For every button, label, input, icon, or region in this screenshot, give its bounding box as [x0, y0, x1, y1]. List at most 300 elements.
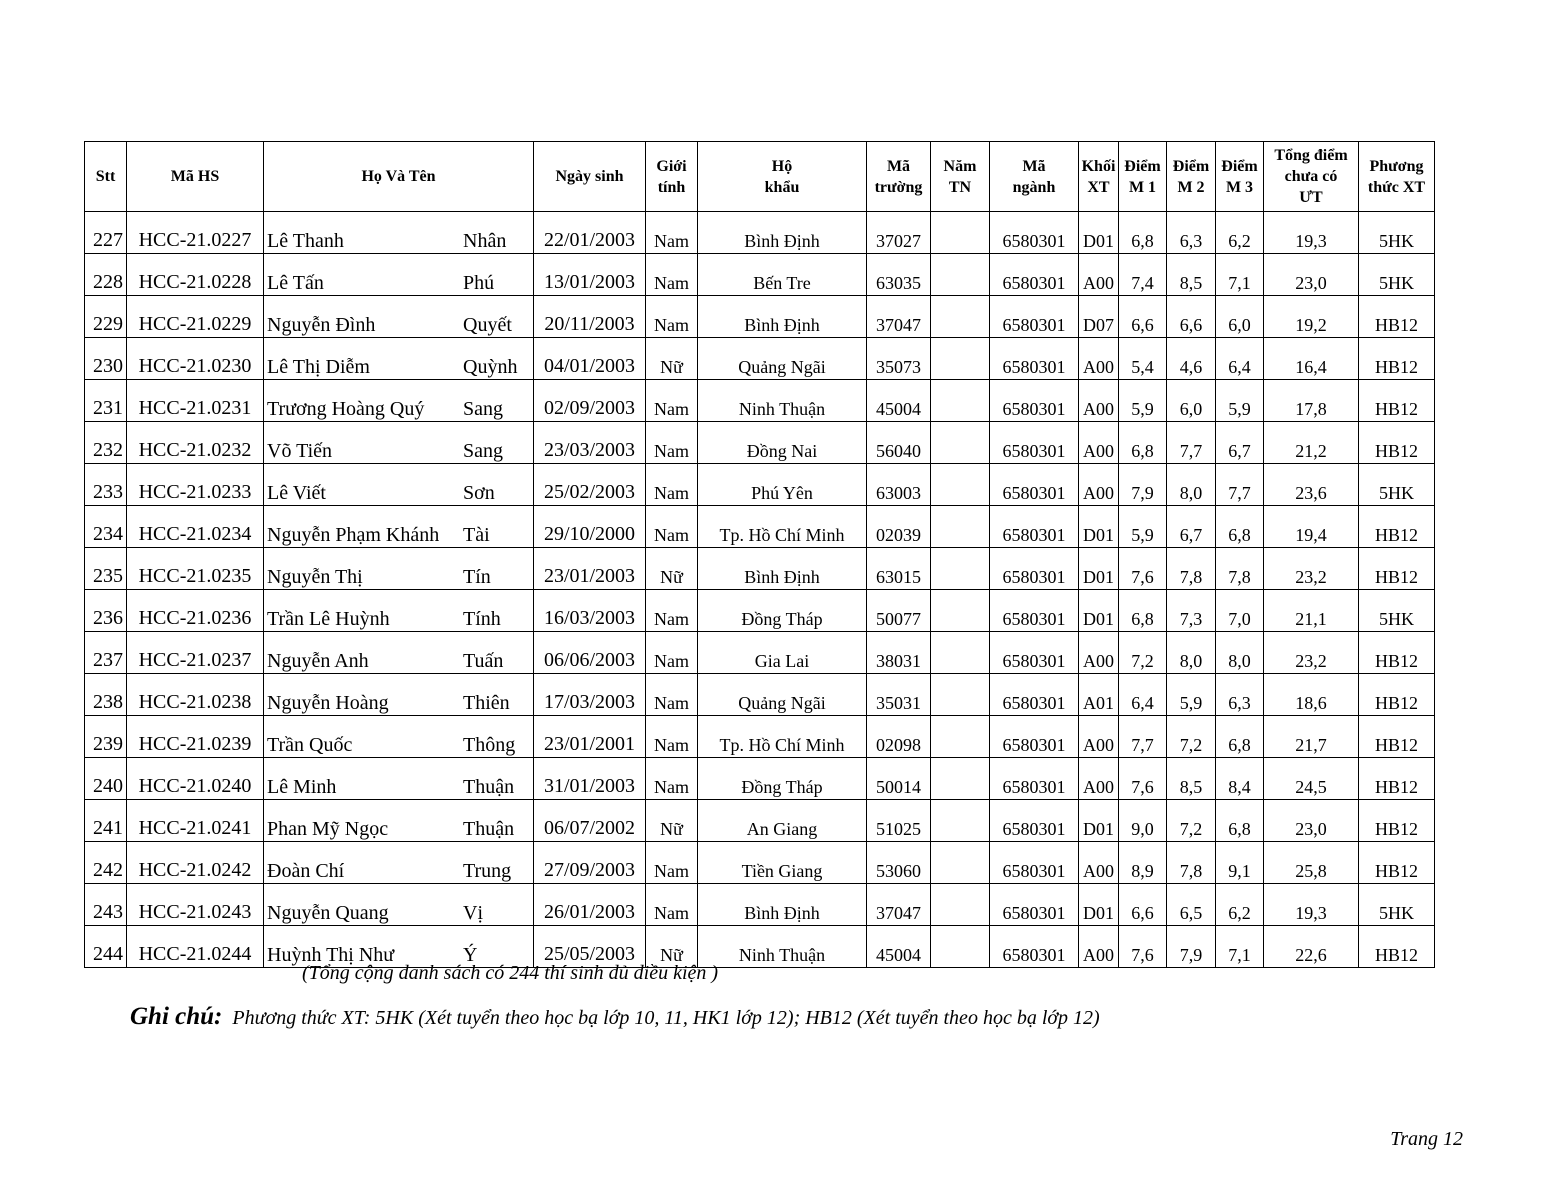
footnote-label: Ghi chú:: [130, 1003, 223, 1030]
cell-diem-m3: 6,2: [1216, 884, 1264, 926]
cell-nam-tn: [931, 338, 990, 380]
cell-nam-tn: [931, 716, 990, 758]
page-number: Trang 12: [1390, 1128, 1463, 1150]
cell-ma-hs: HCC-21.0235: [127, 548, 264, 590]
last-middle-name: Nguyễn Đình: [267, 314, 376, 336]
cell-ho-va-ten: [264, 632, 534, 674]
cell-diem-m2: 7,8: [1167, 548, 1216, 590]
cell-gioi-tinh: Nữ: [646, 548, 698, 590]
cell-tong-diem: 23,2: [1264, 548, 1359, 590]
first-name: Quyết: [463, 314, 512, 336]
cell-ma-truong: 45004: [867, 380, 931, 422]
cell-ngay-sinh: 25/05/2003: [534, 926, 646, 968]
last-middle-name: Trần Lê Huỳnh: [267, 608, 390, 630]
first-name: Thiên: [463, 692, 510, 714]
cell-diem-m3: 6,4: [1216, 338, 1264, 380]
last-middle-name: Lê Viết: [267, 482, 326, 504]
admission-list-table: [84, 141, 1435, 968]
cell-ho-khau: Quảng Ngãi: [698, 674, 867, 716]
cell-khoi-xt: A00: [1079, 422, 1119, 464]
cell-phuong-thuc: HB12: [1359, 716, 1435, 758]
cell-ma-truong: 51025: [867, 800, 931, 842]
cell-tong-diem: 23,2: [1264, 632, 1359, 674]
last-middle-name: Trần Quốc: [267, 734, 353, 756]
last-middle-name: Lê Minh: [267, 776, 337, 798]
cell-diem-m1: 5,9: [1119, 380, 1167, 422]
cell-ho-khau: Bình Định: [698, 548, 867, 590]
cell-stt: 230: [85, 338, 127, 380]
total-count-note: (Tổng cộng danh sách có 244 thí sinh đủ điều kiện ): [302, 962, 719, 984]
last-middle-name: Lê Thanh: [267, 230, 344, 252]
cell-diem-m1: 7,6: [1119, 926, 1167, 968]
cell-diem-m1: 6,4: [1119, 674, 1167, 716]
first-name: Tuấn: [463, 650, 504, 672]
cell-khoi-xt: A00: [1079, 716, 1119, 758]
first-name: Sang: [463, 398, 503, 420]
table-row: [85, 296, 1435, 338]
cell-diem-m3: 6,7: [1216, 422, 1264, 464]
cell-diem-m2: 7,9: [1167, 926, 1216, 968]
cell-ngay-sinh: 23/03/2003: [534, 422, 646, 464]
cell-khoi-xt: A00: [1079, 632, 1119, 674]
first-name: Thuận: [463, 776, 515, 798]
cell-diem-m2: 6,6: [1167, 296, 1216, 338]
cell-ho-va-ten: [264, 716, 534, 758]
cell-diem-m3: 7,7: [1216, 464, 1264, 506]
table-row: [85, 590, 1435, 632]
cell-ma-nganh: 6580301: [990, 506, 1079, 548]
cell-ma-hs: HCC-21.0229: [127, 296, 264, 338]
cell-ma-hs: HCC-21.0242: [127, 842, 264, 884]
header-ho-va-ten: Họ Và Tên: [264, 142, 534, 212]
cell-phuong-thuc: HB12: [1359, 422, 1435, 464]
cell-ngay-sinh: 06/07/2002: [534, 800, 646, 842]
cell-diem-m3: 6,3: [1216, 674, 1264, 716]
table-row: [85, 716, 1435, 758]
cell-diem-m2: 5,9: [1167, 674, 1216, 716]
header-ma-truong: Mã trường: [867, 142, 931, 212]
cell-nam-tn: [931, 884, 990, 926]
cell-khoi-xt: D01: [1079, 590, 1119, 632]
cell-nam-tn: [931, 296, 990, 338]
last-middle-name: Trương Hoàng Quý: [267, 398, 425, 420]
cell-phuong-thuc: 5HK: [1359, 254, 1435, 296]
cell-ngay-sinh: 02/09/2003: [534, 380, 646, 422]
cell-tong-diem: 22,6: [1264, 926, 1359, 968]
cell-gioi-tinh: Nữ: [646, 926, 698, 968]
cell-diem-m3: 8,4: [1216, 758, 1264, 800]
cell-ho-va-ten: [264, 548, 534, 590]
cell-ngay-sinh: 13/01/2003: [534, 254, 646, 296]
cell-diem-m3: 9,1: [1216, 842, 1264, 884]
cell-diem-m3: 6,2: [1216, 212, 1264, 254]
cell-nam-tn: [931, 842, 990, 884]
first-name: Tài: [463, 524, 490, 546]
header-phuong-thuc: Phương thức XT: [1359, 142, 1435, 212]
table-row: [85, 338, 1435, 380]
cell-nam-tn: [931, 548, 990, 590]
cell-stt: 236: [85, 590, 127, 632]
cell-diem-m2: 8,5: [1167, 254, 1216, 296]
cell-diem-m3: 6,0: [1216, 296, 1264, 338]
cell-ma-nganh: 6580301: [990, 380, 1079, 422]
cell-ho-khau: Đồng Tháp: [698, 590, 867, 632]
cell-diem-m3: 6,8: [1216, 506, 1264, 548]
cell-gioi-tinh: Nam: [646, 254, 698, 296]
cell-diem-m1: 7,6: [1119, 758, 1167, 800]
cell-ho-khau: Ninh Thuận: [698, 926, 867, 968]
cell-diem-m1: 6,8: [1119, 590, 1167, 632]
cell-ho-khau: Đồng Tháp: [698, 758, 867, 800]
header-stt: Stt: [85, 142, 127, 212]
table-header-row: [85, 142, 1435, 212]
last-middle-name: Nguyễn Anh: [267, 650, 369, 672]
cell-ma-truong: 37047: [867, 296, 931, 338]
cell-ma-nganh: 6580301: [990, 842, 1079, 884]
cell-ho-va-ten: [264, 590, 534, 632]
header-khoi-xt: Khối XT: [1079, 142, 1119, 212]
cell-ma-truong: 45004: [867, 926, 931, 968]
cell-diem-m2: 6,5: [1167, 884, 1216, 926]
cell-ma-nganh: 6580301: [990, 674, 1079, 716]
footnote: [130, 1003, 1100, 1031]
table-row: [85, 506, 1435, 548]
cell-nam-tn: [931, 590, 990, 632]
cell-ho-va-ten: [264, 506, 534, 548]
cell-ma-truong: 37027: [867, 212, 931, 254]
cell-ho-va-ten: [264, 254, 534, 296]
cell-ngay-sinh: 25/02/2003: [534, 464, 646, 506]
cell-phuong-thuc: HB12: [1359, 926, 1435, 968]
cell-tong-diem: 21,1: [1264, 590, 1359, 632]
first-name: Quỳnh: [463, 356, 518, 378]
cell-ma-truong: 63035: [867, 254, 931, 296]
cell-ho-va-ten: [264, 212, 534, 254]
cell-ho-khau: Quảng Ngãi: [698, 338, 867, 380]
first-name: Tính: [463, 608, 501, 630]
cell-ho-va-ten: [264, 884, 534, 926]
cell-ngay-sinh: 16/03/2003: [534, 590, 646, 632]
last-middle-name: Đoàn Chí: [267, 860, 345, 882]
cell-ma-hs: HCC-21.0236: [127, 590, 264, 632]
table-row: [85, 674, 1435, 716]
cell-gioi-tinh: Nam: [646, 884, 698, 926]
header-tong-diem: Tổng điểm chưa có ƯT: [1264, 142, 1359, 212]
cell-ma-nganh: 6580301: [990, 296, 1079, 338]
cell-khoi-xt: A00: [1079, 842, 1119, 884]
cell-ho-khau: Đồng Nai: [698, 422, 867, 464]
cell-ma-hs: HCC-21.0238: [127, 674, 264, 716]
header-ma-hs: Mã HS: [127, 142, 264, 212]
cell-ma-hs: HCC-21.0243: [127, 884, 264, 926]
header-gioi-tinh: Giới tính: [646, 142, 698, 212]
first-name: Tín: [463, 566, 491, 588]
cell-stt: 234: [85, 506, 127, 548]
cell-diem-m2: 8,0: [1167, 632, 1216, 674]
cell-ma-hs: HCC-21.0228: [127, 254, 264, 296]
cell-ngay-sinh: 23/01/2003: [534, 548, 646, 590]
cell-ma-truong: 35073: [867, 338, 931, 380]
cell-phuong-thuc: HB12: [1359, 338, 1435, 380]
table-row: [85, 632, 1435, 674]
cell-gioi-tinh: Nam: [646, 674, 698, 716]
cell-tong-diem: 25,8: [1264, 842, 1359, 884]
cell-ma-nganh: 6580301: [990, 254, 1079, 296]
cell-stt: 228: [85, 254, 127, 296]
table-row: [85, 842, 1435, 884]
cell-stt: 237: [85, 632, 127, 674]
cell-ma-hs: HCC-21.0231: [127, 380, 264, 422]
cell-ma-nganh: 6580301: [990, 926, 1079, 968]
table-row: [85, 212, 1435, 254]
cell-ngay-sinh: 20/11/2003: [534, 296, 646, 338]
cell-diem-m3: 6,8: [1216, 716, 1264, 758]
cell-ho-khau: Bình Định: [698, 884, 867, 926]
cell-stt: 239: [85, 716, 127, 758]
cell-phuong-thuc: HB12: [1359, 800, 1435, 842]
cell-diem-m2: 4,6: [1167, 338, 1216, 380]
cell-gioi-tinh: Nam: [646, 590, 698, 632]
cell-ma-nganh: 6580301: [990, 338, 1079, 380]
cell-ho-va-ten: [264, 338, 534, 380]
cell-gioi-tinh: Nam: [646, 464, 698, 506]
cell-gioi-tinh: Nam: [646, 842, 698, 884]
table-row: [85, 464, 1435, 506]
last-middle-name: Nguyễn Phạm Khánh: [267, 524, 440, 546]
cell-gioi-tinh: Nam: [646, 380, 698, 422]
cell-tong-diem: 19,3: [1264, 884, 1359, 926]
cell-khoi-xt: A00: [1079, 926, 1119, 968]
cell-tong-diem: 23,0: [1264, 254, 1359, 296]
cell-stt: 240: [85, 758, 127, 800]
cell-ma-nganh: 6580301: [990, 884, 1079, 926]
cell-gioi-tinh: Nam: [646, 758, 698, 800]
footnote-text: Phương thức XT: 5HK (Xét tuyển theo học bạ lớp 10, 11, HK1 lớp 12); HB12 (Xét tuyển theo học bạ lớp 12): [232, 1007, 1100, 1029]
last-middle-name: Lê Tấn: [267, 272, 324, 294]
cell-ma-truong: 63015: [867, 548, 931, 590]
cell-gioi-tinh: Nữ: [646, 800, 698, 842]
cell-stt: 232: [85, 422, 127, 464]
first-name: Sang: [463, 440, 503, 462]
cell-khoi-xt: D01: [1079, 800, 1119, 842]
cell-ho-khau: Tp. Hồ Chí Minh: [698, 716, 867, 758]
cell-khoi-xt: D01: [1079, 212, 1119, 254]
first-name: Sơn: [463, 482, 495, 504]
cell-nam-tn: [931, 422, 990, 464]
cell-diem-m1: 8,9: [1119, 842, 1167, 884]
table-row: [85, 758, 1435, 800]
cell-ma-hs: HCC-21.0237: [127, 632, 264, 674]
cell-diem-m3: 8,0: [1216, 632, 1264, 674]
cell-diem-m2: 6,0: [1167, 380, 1216, 422]
cell-ma-nganh: 6580301: [990, 716, 1079, 758]
cell-ma-truong: 35031: [867, 674, 931, 716]
cell-ma-truong: 37047: [867, 884, 931, 926]
header-diem-m3: Điểm M 3: [1216, 142, 1264, 212]
header-ngay-sinh: Ngày sinh: [534, 142, 646, 212]
cell-diem-m3: 7,8: [1216, 548, 1264, 590]
cell-ho-va-ten: [264, 842, 534, 884]
cell-ngay-sinh: 06/06/2003: [534, 632, 646, 674]
cell-ma-nganh: 6580301: [990, 590, 1079, 632]
cell-ma-hs: HCC-21.0233: [127, 464, 264, 506]
table-row: [85, 254, 1435, 296]
cell-ma-hs: HCC-21.0244: [127, 926, 264, 968]
cell-ho-khau: Phú Yên: [698, 464, 867, 506]
cell-gioi-tinh: Nam: [646, 632, 698, 674]
cell-diem-m1: 5,9: [1119, 506, 1167, 548]
table-body: [85, 212, 1435, 968]
last-middle-name: Nguyễn Thị: [267, 566, 363, 588]
cell-nam-tn: [931, 926, 990, 968]
cell-ho-va-ten: [264, 380, 534, 422]
cell-tong-diem: 18,6: [1264, 674, 1359, 716]
cell-phuong-thuc: HB12: [1359, 380, 1435, 422]
cell-khoi-xt: A00: [1079, 758, 1119, 800]
cell-diem-m1: 9,0: [1119, 800, 1167, 842]
cell-nam-tn: [931, 758, 990, 800]
cell-ma-truong: 02039: [867, 506, 931, 548]
cell-khoi-xt: A01: [1079, 674, 1119, 716]
cell-ma-nganh: 6580301: [990, 800, 1079, 842]
cell-ho-va-ten: [264, 758, 534, 800]
cell-diem-m2: 7,2: [1167, 800, 1216, 842]
cell-ho-khau: Tiền Giang: [698, 842, 867, 884]
cell-tong-diem: 16,4: [1264, 338, 1359, 380]
last-middle-name: Lê Thị Diễm: [267, 356, 370, 378]
cell-ho-khau: Bình Định: [698, 296, 867, 338]
cell-gioi-tinh: Nam: [646, 716, 698, 758]
cell-ma-truong: 38031: [867, 632, 931, 674]
cell-ma-hs: HCC-21.0239: [127, 716, 264, 758]
cell-gioi-tinh: Nam: [646, 506, 698, 548]
table-row: [85, 380, 1435, 422]
first-name: Nhân: [463, 230, 507, 252]
cell-tong-diem: 21,7: [1264, 716, 1359, 758]
cell-phuong-thuc: HB12: [1359, 506, 1435, 548]
table-row: [85, 926, 1435, 968]
cell-ngay-sinh: 29/10/2000: [534, 506, 646, 548]
cell-gioi-tinh: Nam: [646, 422, 698, 464]
cell-ho-khau: Tp. Hồ Chí Minh: [698, 506, 867, 548]
cell-diem-m2: 6,7: [1167, 506, 1216, 548]
cell-phuong-thuc: HB12: [1359, 758, 1435, 800]
cell-diem-m3: 6,8: [1216, 800, 1264, 842]
cell-nam-tn: [931, 464, 990, 506]
cell-diem-m1: 5,4: [1119, 338, 1167, 380]
cell-ho-va-ten: [264, 296, 534, 338]
cell-ma-truong: 53060: [867, 842, 931, 884]
cell-diem-m3: 7,1: [1216, 254, 1264, 296]
cell-nam-tn: [931, 506, 990, 548]
cell-phuong-thuc: HB12: [1359, 296, 1435, 338]
cell-nam-tn: [931, 212, 990, 254]
first-name: Thuận: [463, 818, 515, 840]
cell-stt: 244: [85, 926, 127, 968]
cell-nam-tn: [931, 800, 990, 842]
cell-phuong-thuc: 5HK: [1359, 884, 1435, 926]
cell-ho-khau: An Giang: [698, 800, 867, 842]
cell-ho-khau: Bến Tre: [698, 254, 867, 296]
cell-nam-tn: [931, 674, 990, 716]
cell-ma-hs: HCC-21.0230: [127, 338, 264, 380]
table-row: [85, 800, 1435, 842]
cell-diem-m2: 8,5: [1167, 758, 1216, 800]
first-name: Thông: [463, 734, 516, 756]
cell-tong-diem: 23,6: [1264, 464, 1359, 506]
cell-ma-truong: 56040: [867, 422, 931, 464]
header-nam-tn: Năm TN: [931, 142, 990, 212]
cell-stt: 229: [85, 296, 127, 338]
cell-ho-va-ten: [264, 674, 534, 716]
cell-stt: 233: [85, 464, 127, 506]
cell-ma-hs: HCC-21.0227: [127, 212, 264, 254]
cell-phuong-thuc: HB12: [1359, 632, 1435, 674]
cell-ma-hs: HCC-21.0232: [127, 422, 264, 464]
first-name: Phú: [463, 272, 495, 294]
cell-stt: 227: [85, 212, 127, 254]
first-name: Vị: [463, 902, 483, 924]
cell-khoi-xt: D01: [1079, 884, 1119, 926]
table-row: [85, 884, 1435, 926]
cell-ho-khau: Bình Định: [698, 212, 867, 254]
last-middle-name: Nguyễn Quang: [267, 902, 389, 924]
cell-ma-hs: HCC-21.0240: [127, 758, 264, 800]
cell-diem-m2: 7,8: [1167, 842, 1216, 884]
cell-diem-m1: 7,6: [1119, 548, 1167, 590]
cell-ho-va-ten: [264, 464, 534, 506]
cell-diem-m2: 7,7: [1167, 422, 1216, 464]
header-diem-m1: Điểm M 1: [1119, 142, 1167, 212]
cell-diem-m2: 7,2: [1167, 716, 1216, 758]
cell-ho-va-ten: [264, 422, 534, 464]
cell-diem-m1: 7,4: [1119, 254, 1167, 296]
cell-ma-nganh: 6580301: [990, 548, 1079, 590]
cell-stt: 238: [85, 674, 127, 716]
cell-stt: 242: [85, 842, 127, 884]
cell-khoi-xt: D01: [1079, 506, 1119, 548]
cell-tong-diem: 23,0: [1264, 800, 1359, 842]
header-diem-m2: Điểm M 2: [1167, 142, 1216, 212]
last-middle-name: Võ Tiến: [267, 440, 333, 462]
cell-tong-diem: 24,5: [1264, 758, 1359, 800]
last-middle-name: Huỳnh Thị Như: [267, 944, 395, 966]
cell-khoi-xt: D07: [1079, 296, 1119, 338]
cell-diem-m1: 6,6: [1119, 884, 1167, 926]
header-ma-nganh: Mã ngành: [990, 142, 1079, 212]
cell-ngay-sinh: 26/01/2003: [534, 884, 646, 926]
cell-phuong-thuc: 5HK: [1359, 212, 1435, 254]
header-ho-khau: Hộ khẩu: [698, 142, 867, 212]
cell-ma-nganh: 6580301: [990, 422, 1079, 464]
table-row: [85, 422, 1435, 464]
cell-stt: 241: [85, 800, 127, 842]
cell-ma-truong: 02098: [867, 716, 931, 758]
first-name: Trung: [463, 860, 512, 882]
cell-ma-truong: 63003: [867, 464, 931, 506]
cell-khoi-xt: A00: [1079, 254, 1119, 296]
cell-tong-diem: 17,8: [1264, 380, 1359, 422]
last-middle-name: Nguyễn Hoàng: [267, 692, 389, 714]
cell-ma-nganh: 6580301: [990, 758, 1079, 800]
cell-diem-m3: 7,1: [1216, 926, 1264, 968]
cell-diem-m2: 7,3: [1167, 590, 1216, 632]
cell-gioi-tinh: Nam: [646, 296, 698, 338]
last-middle-name: Phan Mỹ Ngọc: [267, 818, 389, 840]
cell-khoi-xt: A00: [1079, 338, 1119, 380]
cell-ma-truong: 50014: [867, 758, 931, 800]
cell-diem-m1: 6,6: [1119, 296, 1167, 338]
